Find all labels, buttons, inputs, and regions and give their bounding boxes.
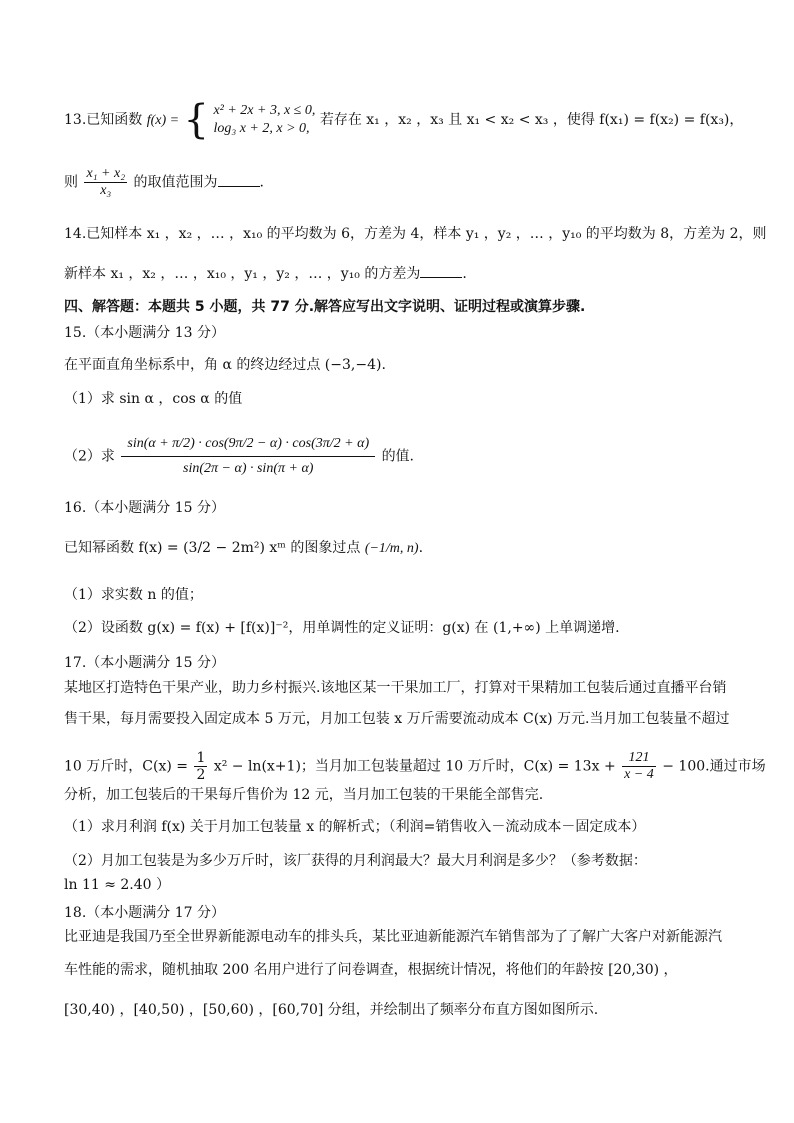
q13-intro: 13.已知函数 bbox=[64, 112, 143, 128]
q13-fraction bbox=[84, 166, 127, 199]
q17-p2: 售干果，每月需要投入固定成本 5 万元，月加工包装 x 万斤需要流动成本 C(x) 万元.当月加工包装量不超过 bbox=[64, 711, 730, 727]
q14-text: 新样本 x₁ ，x₂ ，… ，x₁₀ ，y₁ ，y₂ ，… ，y₁₀ 的方差为 bbox=[64, 266, 421, 282]
q16-stem bbox=[64, 538, 423, 559]
q16-stem-end: . bbox=[418, 540, 424, 556]
q17-frac121-den: x − 4 bbox=[624, 767, 654, 782]
q17-part2: （2）月加工包装是为多少万斤时，该厂获得的月利润最大？最大月利润是多少？（参考数据： bbox=[64, 853, 647, 869]
q17-title: 17.（本小题满分 15 分） bbox=[64, 655, 225, 671]
q15-stem: 在平面直角坐标系中，角 α 的终边经过点 (−3,−4). bbox=[64, 357, 386, 373]
q17-frac121-num: 121 bbox=[622, 750, 656, 767]
q17-p1: 某地区打造特色干果产业，助力乡村振兴.该地区某一干果加工厂，打算对干果精加工包装后通过直播平台销 bbox=[64, 680, 727, 696]
q17-half-num: 1 bbox=[196, 750, 206, 766]
q18-p3: [30,40) ，[40,50) ，[50,60) ，[60,70] 分组，并绘制出了频率分布直方图如图所示. bbox=[64, 1002, 599, 1018]
q13-case2: log₃ x + 2, x > 0, bbox=[213, 121, 310, 136]
q17-part1: （1）求月利润 f(x) 关于月加工包装量 x 的解析式；（利润=销售收入－流动成本－固定成本） bbox=[64, 819, 646, 835]
q17-p4: 分析，加工包装后的干果每斤售价为 12 元，当月加工包装的干果能全部售完. bbox=[64, 787, 544, 803]
q15-part2-prefix: （2）求 bbox=[64, 448, 115, 465]
q13-answer-blank[interactable] bbox=[218, 174, 260, 187]
q17-p3 bbox=[64, 750, 766, 783]
q13-tail: 的取值范围为 bbox=[133, 174, 218, 191]
q13-frac-den: x₃ bbox=[100, 183, 112, 198]
q17-ref: ln 11 ≈ 2.40 ） bbox=[64, 877, 171, 893]
q15-title: 15.（本小题满分 13 分） bbox=[64, 325, 225, 341]
q13-mid: 若存在 x₁ ，x₂ ，x₃ 且 x₁ < x₂ < x₃ ，使得 f(x₁) = f(x₂) = f(x₃)， bbox=[319, 112, 744, 128]
q17-p3c: − 100.通过市场 bbox=[662, 758, 766, 775]
q16-stem-a: 已知幂函数 f(x) = (3/2 − 2m²) xᵐ 的图象过点 bbox=[64, 540, 361, 556]
section4-heading: 四、解答题：本题共 5 小题，共 77 分.解答应写出文字说明、证明过程或演算步骤. bbox=[64, 299, 586, 315]
q15-numerator: sin(α + π/2) · cos(9π/2 − α) · cos(3π/2 + α) bbox=[121, 432, 375, 457]
q13-then: 则 bbox=[64, 174, 78, 191]
q16-part2: （2）设函数 g(x) = f(x) + [f(x)]⁻²，用单调性的定义证明：g(x) 在 (1,+∞) 上单调递增. bbox=[64, 620, 620, 636]
q13-line1 bbox=[64, 97, 744, 143]
q13-frac-num: x₁ + x₂ bbox=[86, 166, 126, 181]
q13-end: . bbox=[259, 174, 264, 191]
q17-frac121 bbox=[622, 750, 656, 783]
q14-answer-blank[interactable] bbox=[420, 265, 462, 278]
q17-half bbox=[194, 750, 207, 783]
q15-part1: （1）求 sin α ，cos α 的值 bbox=[64, 391, 243, 407]
q15-denominator: sin(2π − α) · sin(π + α) bbox=[183, 461, 314, 476]
q14-line2 bbox=[64, 264, 467, 284]
q17-half-den: 2 bbox=[196, 767, 206, 783]
q15-fraction bbox=[121, 432, 375, 481]
q16-point: (−1/m, n) bbox=[364, 541, 419, 556]
q13-case1: x² + 2x + 3, x ≤ 0, bbox=[213, 103, 316, 118]
q15-part2 bbox=[64, 432, 414, 481]
q17-p3a: 10 万斤时，C(x) = bbox=[64, 758, 188, 775]
q16-title: 16.（本小题满分 15 分） bbox=[64, 500, 225, 516]
q14-line1: 14.已知样本 x₁ ，x₂ ，… ，x₁₀ 的平均数为 6，方差为 4，样本 y₁ ，y₂ ，… ，y₁₀ 的平均数为 8，方差为 2，则 bbox=[64, 226, 767, 242]
q16-part1: （1）求实数 n 的值； bbox=[64, 587, 203, 603]
q15-part2-suffix: 的值. bbox=[381, 448, 415, 465]
q13-line2 bbox=[64, 166, 264, 199]
q13-brace: { bbox=[183, 97, 209, 143]
q13-piecewise bbox=[213, 102, 315, 138]
q18-p1: 比亚迪是我国乃至全世界新能源电动车的排头兵，某比亚迪新能源汽车销售部为了了解广大客户对新能源汽 bbox=[64, 929, 722, 945]
q17-p3b: x² − ln(x+1)；当月加工包装量超过 10 万斤时，C(x) = 13x + bbox=[213, 758, 616, 775]
q14-end: . bbox=[462, 266, 467, 282]
q18-title: 18.（本小题满分 17 分） bbox=[64, 905, 225, 921]
q13-fx: f(x) = bbox=[146, 113, 180, 128]
q18-p2: 车性能的需求，随机抽取 200 名用户进行了问卷调查，根据统计情况，将他们的年龄按 [20,30) ， bbox=[64, 962, 678, 978]
